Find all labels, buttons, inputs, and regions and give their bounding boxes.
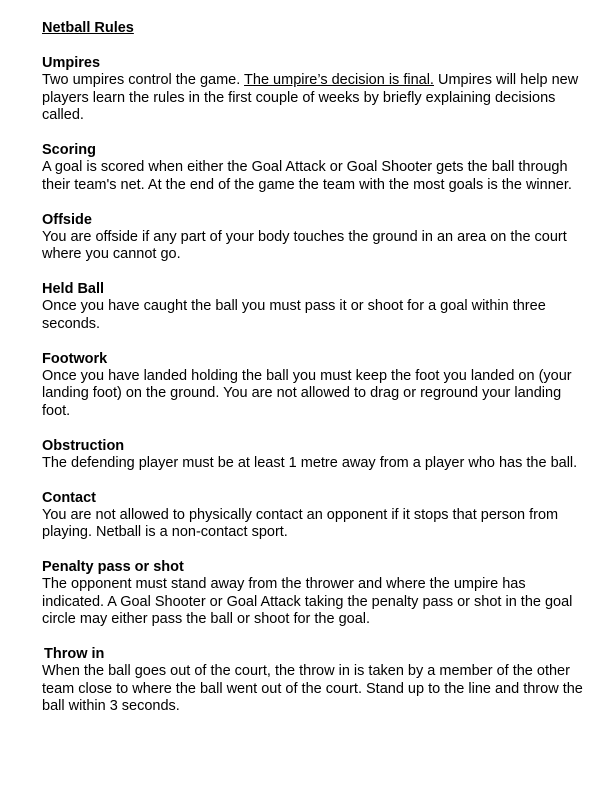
section-body: The opponent must stand away from the thrower and where the umpire has indicated. A Goal Shooter or Goal Attack taking the penalty pass or shot in the goal circle may either pass the ball or shoot for the goal. xyxy=(42,576,573,627)
section-heading: Obstruction xyxy=(42,437,125,454)
section-body-text: Two umpires control the game. xyxy=(42,72,245,88)
section-obstruction xyxy=(42,438,587,473)
section-heading: Throw in xyxy=(44,646,105,662)
section-body: When the ball goes out of the court, the throw in is taken by a member of the other team close to where the ball went out of the court. Stand up to the line and throw the ball within 3 seconds. xyxy=(42,663,583,714)
section-contact xyxy=(42,490,587,542)
section-penalty-pass-or-shot xyxy=(42,559,587,629)
section-body xyxy=(42,72,587,125)
section-body-emphasis: The umpire’s decision is final. xyxy=(244,72,434,88)
section-held-ball xyxy=(42,281,587,333)
section-body: You are offside if any part of your body touches the ground in an area on the court where you cannot go. xyxy=(42,228,567,262)
section-umpires xyxy=(42,55,587,125)
section-heading: Umpires xyxy=(42,55,101,71)
section-throw-in xyxy=(42,646,587,716)
section-body: The defending player must be at least 1 metre away from a player who has the ball. xyxy=(42,454,578,471)
section-heading: Contact xyxy=(42,489,96,506)
section-body: You are not allowed to physically contact an opponent if it stops that person from playing. Netball is a non-contact sport. xyxy=(42,506,559,540)
section-footwork xyxy=(42,351,587,421)
section-scoring xyxy=(42,142,587,194)
section-heading: Penalty pass or shot xyxy=(42,559,184,575)
section-body: A goal is scored when either the Goal Attack or Goal Shooter gets the ball through their team's net. At the end of the game the team with the most goals is the winner. xyxy=(42,159,572,193)
document xyxy=(42,20,587,733)
section-heading: Scoring xyxy=(42,142,96,158)
section-heading: Footwork xyxy=(42,350,108,367)
section-heading: Offside xyxy=(42,211,92,228)
section-heading: Held Ball xyxy=(42,281,105,297)
section-body-text: Umpires will help new players learn the rules in the first couple of weeks by briefly explaining decisions called. xyxy=(42,72,579,123)
section-offside xyxy=(42,212,587,264)
section-body: Once you have landed holding the ball you must keep the foot you landed on (your landing foot) on the ground. You are not allowed to drag or reground your landing foot. xyxy=(42,367,572,419)
section-body: Once you have caught the ball you must pass it or shoot for a goal within three seconds. xyxy=(42,298,546,332)
document-title: Netball Rules xyxy=(42,20,134,36)
